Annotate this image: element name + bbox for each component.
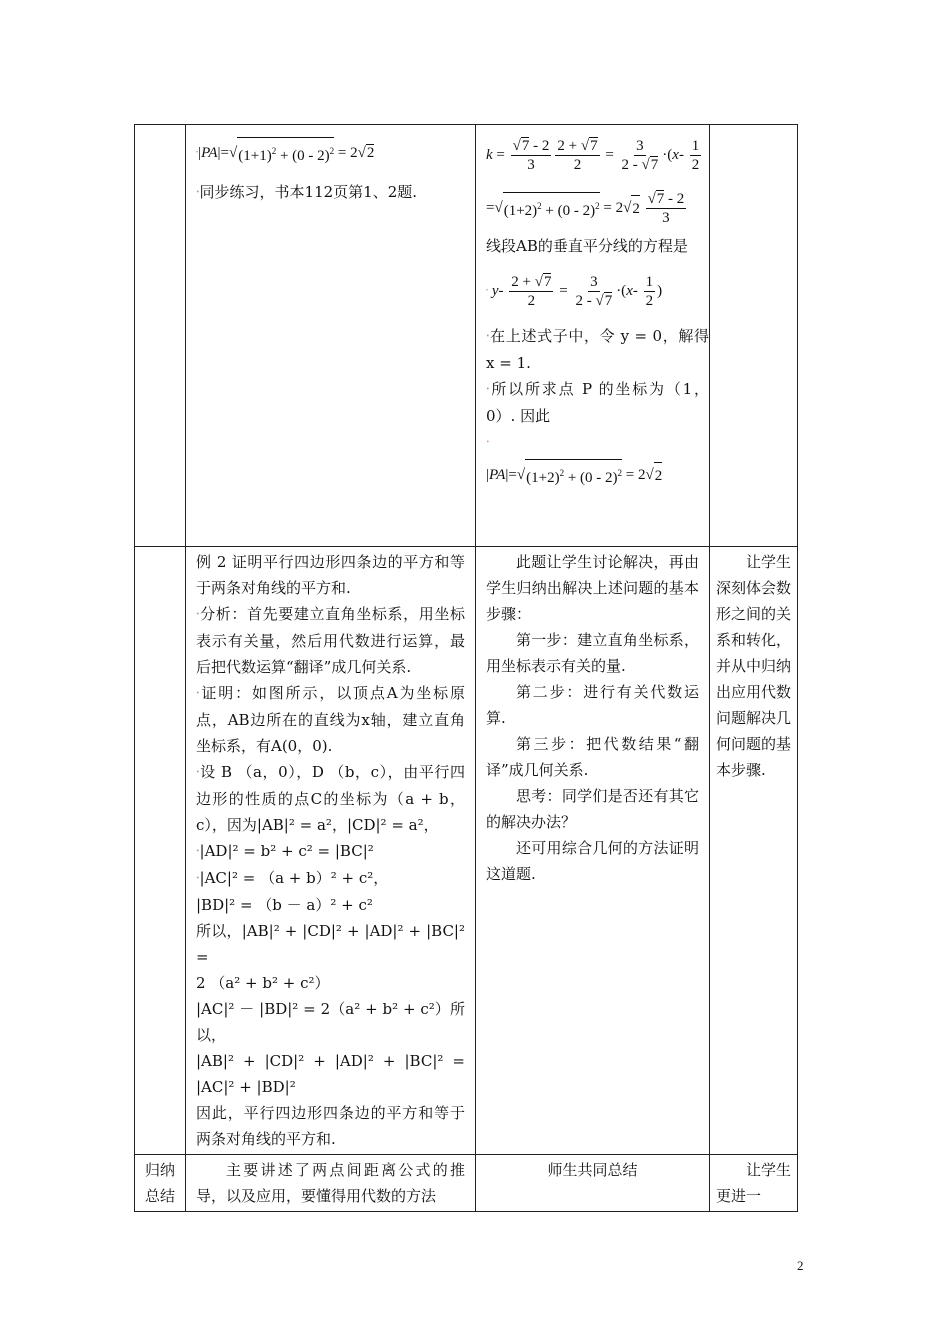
sum-line-1: 所以，|AB|² + |CD|² + |AD|² + |BC|² = xyxy=(196,922,465,966)
teacher-activity-cell xyxy=(476,547,710,1155)
set-points-text: •设 B （a，0），D （b，c），由平行四边形的性质的点C的坐标为（a + b，c），因为|AB|² = a²，|CD|² = a²， xyxy=(196,763,465,834)
bisector-text: 线段AB的垂直平分线的方程是 xyxy=(486,237,688,255)
stage-label: 归纳总结 xyxy=(144,1161,175,1205)
pa-final-formula: | PA |=√ $(1+2)^2 + (0 - 2)^2$ = 2√ 2 xyxy=(486,455,709,495)
stage-cell xyxy=(135,547,186,1155)
intent-cell xyxy=(710,547,798,1155)
ac-equation: •|AC|² = （a + b）² + c²， xyxy=(196,869,389,887)
intent-text: 让学生深刻体会数形之间的关系和转化，并从中归纳出应用代数问题解决几何问题的基本步骤. xyxy=(716,553,792,779)
teacher-activity-cell xyxy=(476,1155,710,1212)
alternative-method-text: 还可用综合几何的方法证明这道题. xyxy=(486,839,699,883)
content-cell xyxy=(186,1155,476,1212)
bisector-formula: • y - $\frac{2 + √7}{2}$ = $\frac{3}{2 - √7}$ ·( x - $\frac{1}{2}$ ) xyxy=(486,273,663,309)
page-number: 2 xyxy=(797,1258,804,1273)
joint-summary-text: 师生共同总结 xyxy=(547,1161,638,1179)
intent-cell xyxy=(710,125,798,547)
step-3-text: 第三步：把代数结果“翻译”成几何关系. xyxy=(486,735,699,779)
let-y-text: •在上述式子中，令 y = 0，解得 x = 1. xyxy=(486,327,709,372)
ad-bc-equation: •|AD|² = b² + c² = |BC|² xyxy=(196,842,374,860)
intent-text: 让学生更进一 xyxy=(716,1161,792,1205)
teacher-activity-cell: k = $\frac{√7 - 2}{3}$ $\frac{2 + √7}{2}$ = $\frac{3}{2 - √7}$ ·( x - $\frac{1}{2}$ =√ $(1+2)^2 + (0 - 2)^2$ = 2√ 2 $\frac{√7 - 2}{3}$ 线段AB的垂直平分线的方程是 • y - $\frac{2 + √7}{2}$ = $\frac{3}{2 - √7}$ ·( x - $\frac{1}{2}$ ) •在上述式子中，令 y = 0，解得 x = 1. •所以所求点 P 的坐标为（1，0）. 因此 • | PA |=√ $(1+2)^2 + (0 - 2)^2$ = 2√ 2 xyxy=(476,125,710,547)
step-2-text: 第二步：进行有关代数运算. xyxy=(486,683,699,727)
analysis-text: •分析：首先要建立直角坐标系，用坐标表示有关量，然后用代数进行运算，最后把代数运算“翻译”成几何关系. xyxy=(196,605,465,676)
table-row xyxy=(135,547,798,1155)
table-row xyxy=(135,125,798,547)
pa-formula: • | PA |=√ $(1+1)^2 + (0 - 2)^2$ = 2√2 xyxy=(196,127,465,179)
example-2-text: 例 2 证明平行四边形四条边的平方和等于两条对角线的平方和. xyxy=(196,553,465,597)
k-formula-2: =√ $(1+2)^2 + (0 - 2)^2$ = 2√ 2 $\frac{√7 - 2}{3}$ xyxy=(486,190,685,226)
point-p-text: •所以所求点 P 的坐标为（1，0）. 因此 xyxy=(486,380,709,425)
conclusion-text: 因此，平行四边形四条边的平方和等于两条对角线的平方和. xyxy=(196,1104,465,1148)
sum-line-1-result: 2 （a² + b² + c²） xyxy=(196,974,330,992)
content-cell xyxy=(186,125,476,547)
summary-text: 主要讲述了两点间距离公式的推导，以及应用，要懂得用代数的方法 xyxy=(196,1161,465,1205)
stage-cell xyxy=(135,125,186,547)
sum-line-3: |AB|² + |CD|² + |AD|² + |BC|² = |AC|² + |BD|² xyxy=(196,1052,465,1096)
proof-intro-text: •证明：如图所示，以顶点A为坐标原点，AB边所在的直线为x轴，建立直角坐标系，有A(0，0). xyxy=(196,684,465,755)
discussion-text: 此题让学生讨论解决，再由学生归纳出解决上述问题的基本步骤： xyxy=(486,553,699,623)
intent-cell xyxy=(710,1155,798,1212)
sum-line-2: |AC|² － |BD|² = 2（a² + b² + c²）所以， xyxy=(196,1000,465,1044)
step-1-text: 第一步：建立直角坐标系，用坐标表示有关的量. xyxy=(486,631,699,675)
bd-equation: |BD|² = （b － a）² + c² xyxy=(196,896,373,914)
stage-cell xyxy=(135,1155,186,1212)
think-text: 思考：同学们是否还有其它的解决办法？ xyxy=(486,787,699,831)
content-cell xyxy=(186,547,476,1155)
lesson-plan-table xyxy=(134,124,798,1212)
k-formula: k = $\frac{√7 - 2}{3}$ $\frac{2 + √7}{2}$ = $\frac{3}{2 - √7}$ ·( x - $\frac{1}{2}$ xyxy=(486,137,700,173)
table-row xyxy=(135,1155,798,1212)
exercise-text: •同步练习，书本112页第1、2题. xyxy=(196,183,418,201)
